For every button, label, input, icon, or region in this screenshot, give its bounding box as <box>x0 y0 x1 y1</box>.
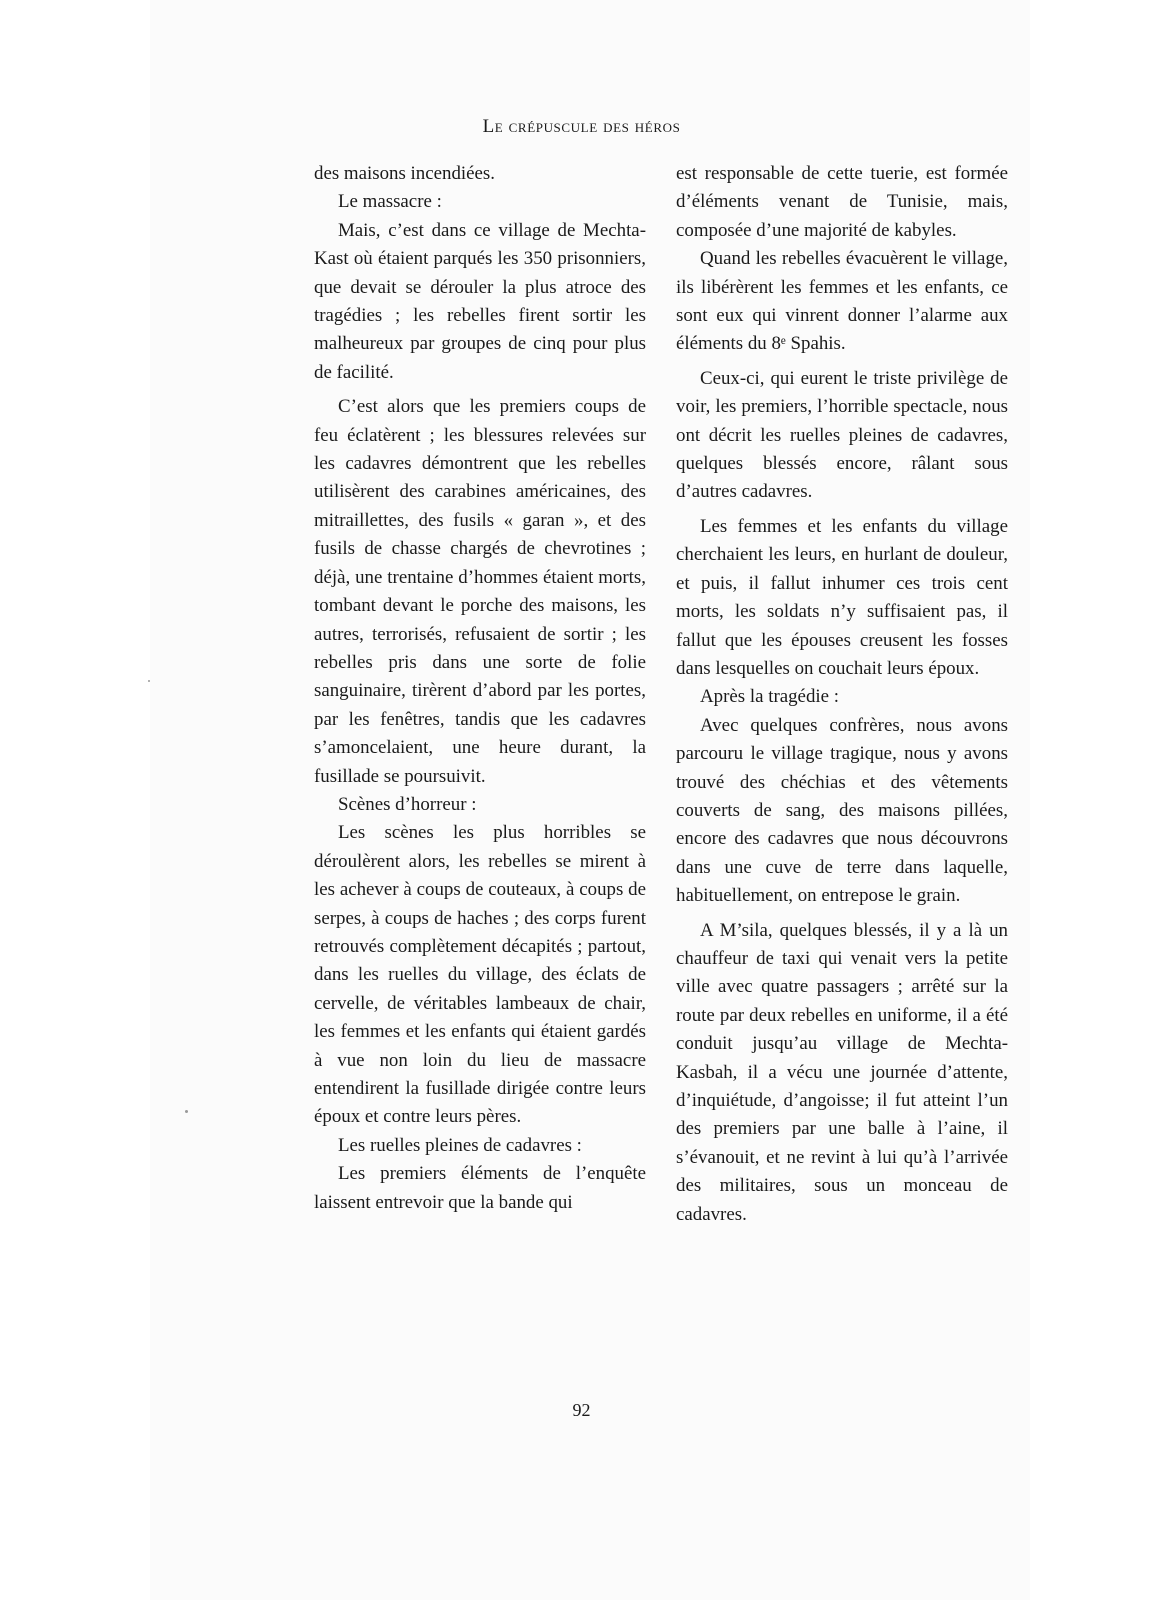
paragraph: des maisons incendiées. <box>314 163 495 184</box>
paragraph: Mais, c’est dans ce village de Mechta-Kast où étaient parqués les 350 prisonniers, que devait se dérouler la plus atroce des tragédies ; les rebelles firent sortir les malheureux par groupes de cinq pour plus de facilité. <box>314 219 646 383</box>
right-column <box>676 160 1008 1229</box>
paragraph: Après la tragédie : <box>700 686 839 708</box>
scan-speck <box>148 680 150 682</box>
left-column <box>314 160 646 1217</box>
paragraph: Les scènes les plus horribles se déroulèrent alors, les rebelles se mirent à les achever à coups de couteaux, à coups de serpes, à coups de haches ; des corps furent retrouvés complètement décapités ; partout, dans les ruelles du village, des éclats de cervelle, de véritables lambeaux de chair, les femmes et les enfants qui étaient gardés à vue non loin du lieu de massacre entendirent la fusillade dirigée contre leurs époux et contre leurs pères. <box>314 822 646 1128</box>
paragraph: Scènes d’horreur : <box>338 793 477 815</box>
paragraph: Avec quelques confrères, nous avons parcouru le village tragique, nous y avons trouvé des chéchias et des vêtements couverts de sang, des maisons pillées, encore des cadavres que nous découvrons dans une cuve de terre dans laquelle, habituellement, on entrepose le grain. <box>676 714 1008 907</box>
paragraph: Les femmes et les enfants du village cherchaient les leurs, en hurlant de douleur, et puis, il fallut inhumer ces trois cent morts, les soldats n’y suffisaient pas, il fallut que les épouses creusent les fosses dans lesquelles on couchait leurs époux. <box>676 515 1008 679</box>
paragraph: est responsable de cette tuerie, est formée d’éléments venant de Tunisie, mais, composée d’une majorité de kabyles. <box>676 163 1008 241</box>
paragraph: A M’sila, quelques blessés, il y a là un chauffeur de taxi qui venait vers la petite ville avec quatre passagers ; arrêté sur la route par deux rebelles en uniforme, il a été conduit jusqu’au village de Mechta-Kasbah, il a vécu une journée d’attente, d’inquiétude, d’angoisse; il fut atteint l’un des premiers par une balle à l’aine, il s’évanouit, et ne revint à lui qu’à l’arrivée des militaires, sous un monceau de cadavres. <box>676 919 1008 1225</box>
page-number: 92 <box>572 1400 591 1420</box>
scan-speck <box>185 1110 188 1113</box>
paragraph: C’est alors que les premiers coups de feu éclatèrent ; les blessures relevées sur les cadavres démontrent que les rebelles utilisèrent des carabines américaines, des mitraillettes, des fusils « garan », et des fusils de chasse chargés de chevrotines ; déjà, une trentaine d’hommes étaient morts, tombant devant le porche des maisons, les autres, terrorisés, refusaient de sortir ; les rebelles pris dans une sorte de folie sanguinaire, tirèrent d’abord par les portes, par les fenêtres, tandis que les cadavres s’amoncelaient, une heure durant, la fusillade se poursuivit. <box>314 396 646 787</box>
paragraph: Ceux-ci, qui eurent le triste privilège de voir, les premiers, l’horrible spectacle, nous ont décrit les ruelles pleines de cadavres, quelques blessés encore, râlant sous d’autres cadavres. <box>676 367 1008 503</box>
running-header: Le crépuscule des héros <box>482 116 681 137</box>
paragraph: Le massacre : <box>338 191 442 213</box>
paragraph: Quand les rebelles évacuèrent le village, ils libérèrent les femmes et les enfants, ce sont eux qui vinrent donner l’alarme aux éléments du 8ᵉ Spahis. <box>676 248 1008 355</box>
paragraph: Les ruelles pleines de cadavres : <box>338 1134 582 1156</box>
paragraph: Les premiers éléments de l’enquête laissent entrevoir que la bande qui <box>314 1163 646 1213</box>
